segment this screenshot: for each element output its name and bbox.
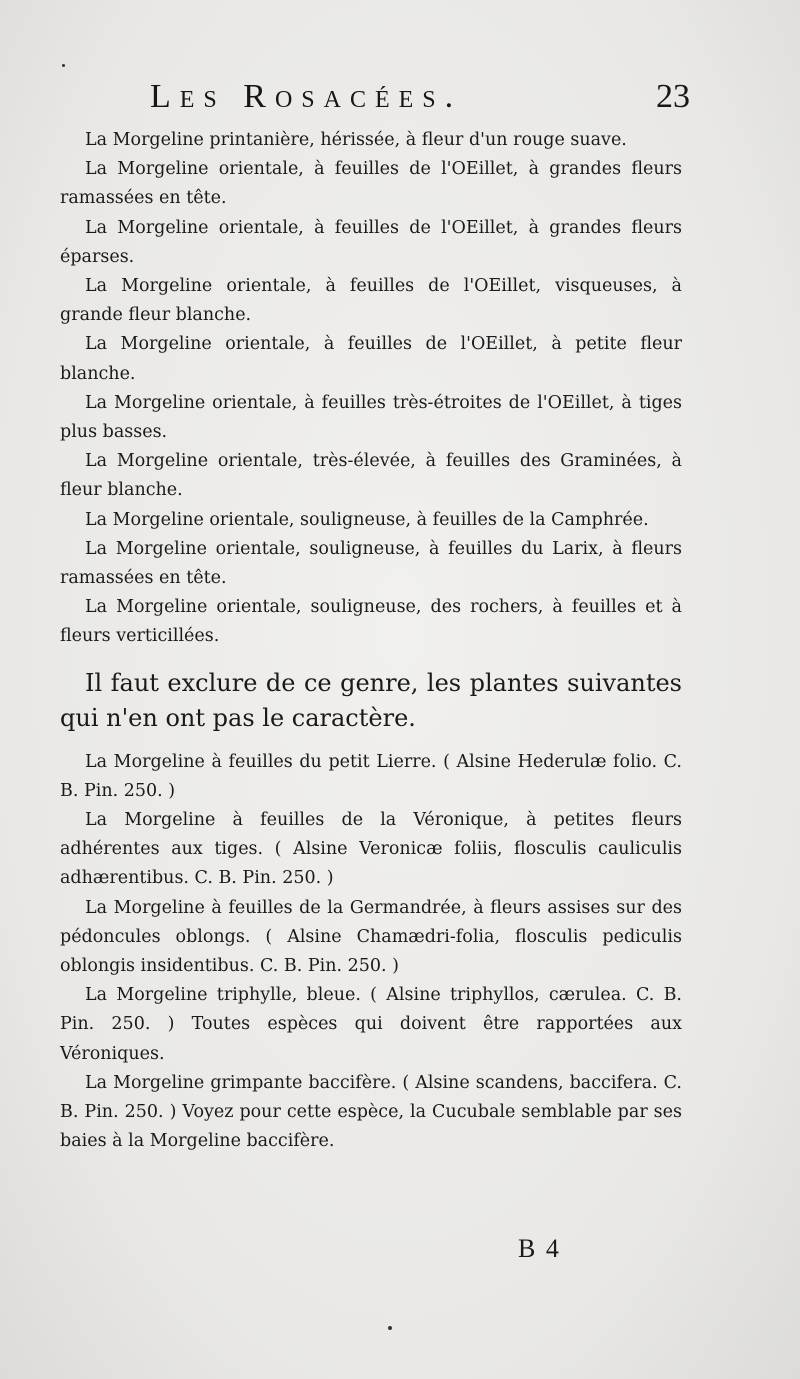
excluded-entry: La Morgeline à feuilles du petit Lierre. ( Alsine Hederulæ folio. C. B. Pin. 250. ) [60,751,682,801]
species-entry: La Morgeline orientale, souligneuse, à feuilles de la Camphrée. [85,509,649,530]
species-entry: La Morgeline orientale, à feuilles très-étroites de l'OEillet, à tiges plus basses. [60,392,682,443]
excluded-entry: La Morgeline à feuilles de la Véronique, à petites fleurs adhérentes aux tiges. ( Alsine Veronicæ foliis, flosculis cauliculis adhærentibus. C. B. Pin. 250. ) [60,810,682,889]
species-entry: La Morgeline orientale, à feuilles de l'OEillet, à grandes fleurs éparses. [60,217,682,267]
species-entry: La Morgeline printanière, hérissée, à fleur d'un rouge suave. [85,130,627,150]
ink-speck [388,1326,392,1330]
signature-mark: B 4 [518,1234,561,1263]
species-entry: La Morgeline orientale, très-élevée, à feuilles des Graminées, à fleur blanche. [60,451,682,501]
excluded-entry: La Morgeline grimpante baccifère. ( Alsine scandens, baccifera. C. B. Pin. 250. ) Voyez pour cette espèce, la Cucubale semblable par ses baies à la Morgeline baccifère. [60,1072,682,1152]
excluded-entry: La Morgeline triphylle, bleue. ( Alsine triphyllos, cærulea. C. B. Pin. 250. ) Toutes espèces qui doivent être rapportées aux Véroniques. [60,985,682,1064]
exclusion-heading: Il faut exclure de ce genre, les plantes suivantes qui n'en ont pas le caractère. [60,668,682,732]
species-entry: La Morgeline orientale, à feuilles de l'OEillet, visqueuses, à grande fleur blanche. [60,276,682,326]
page-number: 23 [656,78,690,115]
page-header [60,78,690,128]
species-entry: La Morgeline orientale, à feuilles de l'OEillet, à petite fleur blanche. [60,334,682,384]
species-entry: La Morgeline orientale, souligneuse, des rochers, à feuilles et à fleurs verticillées. [60,597,682,647]
species-entry: La Morgeline orientale, souligneuse, à feuilles du Larix, à fleurs ramassées en tête. [60,538,682,589]
species-entry: La Morgeline orientale, à feuilles de l'OEillet, à grandes fleurs ramassées en tête. [60,159,682,209]
running-head: Les Rosacées. [150,78,463,115]
page-body [60,126,682,1157]
ink-speck [62,64,65,67]
excluded-entry: La Morgeline à feuilles de la Germandrée, à fleurs assises sur des pédoncules oblongs. ( Alsine Chamædri-folia, flosculis pediculis oblongis insidentibus. C. B. Pin. 250. ) [60,897,682,977]
